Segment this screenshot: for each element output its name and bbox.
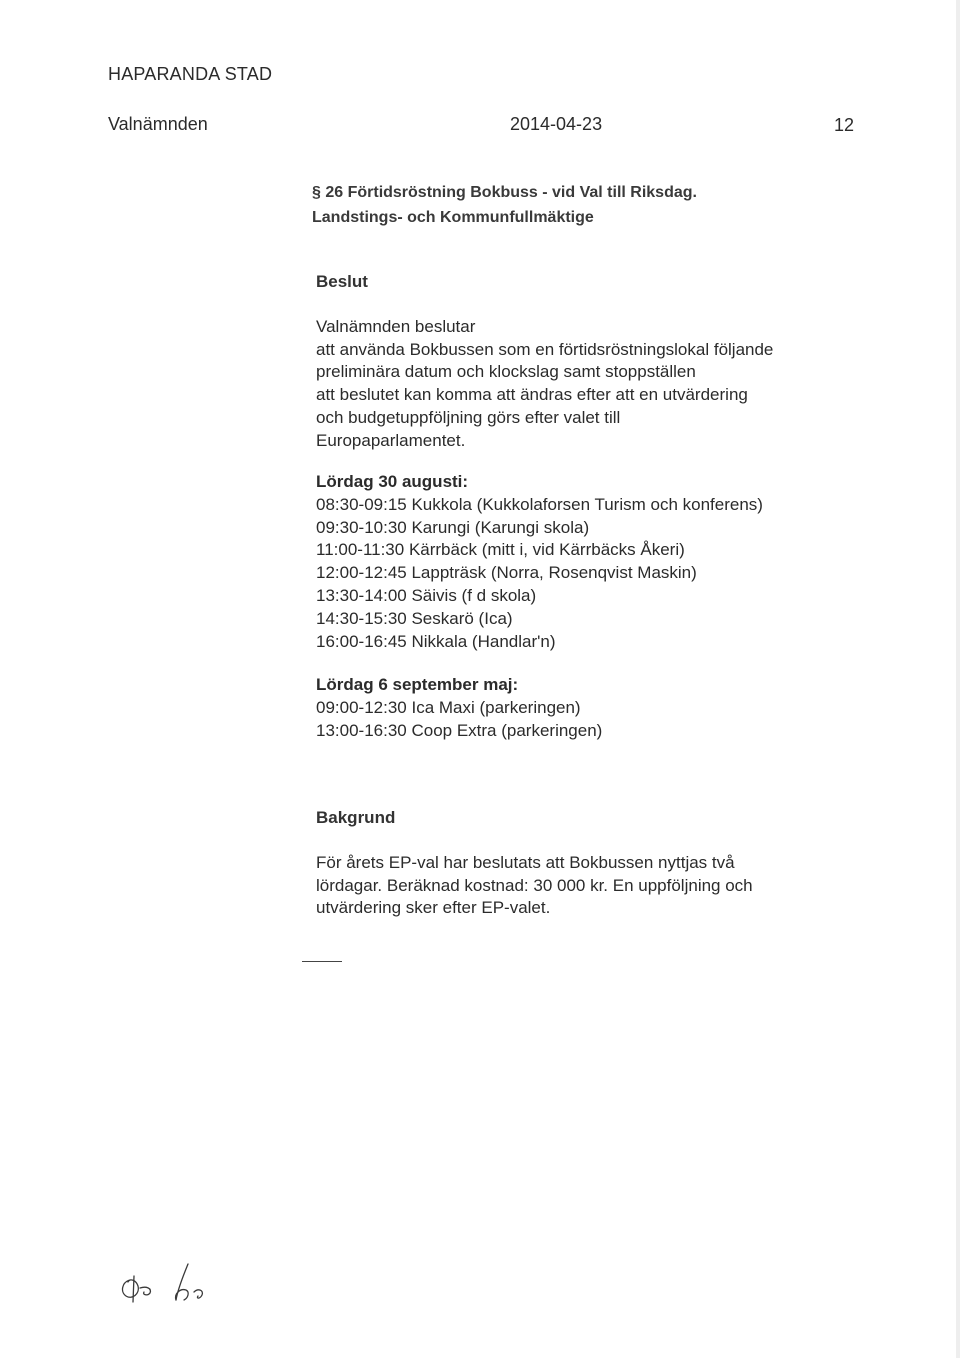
schedule-day-1: [316, 471, 856, 653]
schedule-stop: 12:00-12:45 Lappträsk (Norra, Rosenqvist Maskin): [316, 563, 697, 583]
title-line-1: § 26 Förtidsröstning Bokbuss - vid Val till Riksdag.: [312, 184, 697, 201]
decision-line: Europaparlamentet.: [316, 430, 466, 450]
decision-text: [316, 316, 856, 452]
schedule-stop: 11:00-11:30 Kärrbäck (mitt i, vid Kärrbäcks Åkeri): [316, 540, 685, 560]
schedule-stop: 13:00-16:30 Coop Extra (parkeringen): [316, 720, 603, 740]
background-line: lördagar. Beräknad kostnad: 30 000 kr. En uppföljning och: [316, 875, 753, 895]
page-number: 12: [834, 115, 855, 135]
schedule-day-heading: Lördag 6 september maj:: [316, 675, 519, 694]
background-heading: Bakgrund: [316, 808, 396, 827]
background-line: utvärdering sker efter EP-valet.: [316, 898, 551, 918]
paragraph-title: [312, 180, 872, 230]
decision-line: Valnämnden beslutar: [316, 317, 476, 336]
schedule-stop: 14:30-15:30 Seskarö (Ica): [316, 608, 513, 628]
title-line-2: Landstings- och Kommunfullmäktige: [312, 209, 594, 226]
committee-name: Valnämnden: [108, 114, 208, 134]
background-text: [316, 852, 856, 920]
schedule-stop: 16:00-16:45 Nikkala (Handlar'n): [316, 631, 556, 651]
meeting-date: 2014-04-23: [510, 114, 603, 134]
page-edge: [956, 0, 960, 1358]
end-rule: [302, 961, 342, 962]
decision-line: att använda Bokbussen som en förtidsröstningslokal följande: [316, 339, 774, 359]
decision-line: preliminära datum och klockslag samt stoppställen: [316, 362, 696, 382]
schedule-stop: 13:30-14:00 Säivis (f d skola): [316, 585, 537, 605]
schedule-stop: 09:30-10:30 Karungi (Karungi skola): [316, 517, 590, 537]
decision-heading: Beslut: [316, 272, 368, 291]
background-line: För årets EP-val har beslutats att Bokbussen nyttjas två: [316, 853, 735, 872]
schedule-stop: 09:00-12:30 Ica Maxi (parkeringen): [316, 697, 581, 717]
schedule-stop: 08:30-09:15 Kukkola (Kukkolaforsen Turism och konferens): [316, 494, 763, 514]
schedule-day-heading: Lördag 30 augusti:: [316, 472, 469, 491]
decision-line: och budgetuppföljning görs efter valet till: [316, 407, 621, 427]
handwritten-initials: [116, 1258, 216, 1308]
schedule-day-2: [316, 674, 856, 742]
decision-line: att beslutet kan komma att ändras efter att en utvärdering: [316, 385, 748, 405]
organization-name: HAPARANDA STAD: [108, 64, 273, 84]
